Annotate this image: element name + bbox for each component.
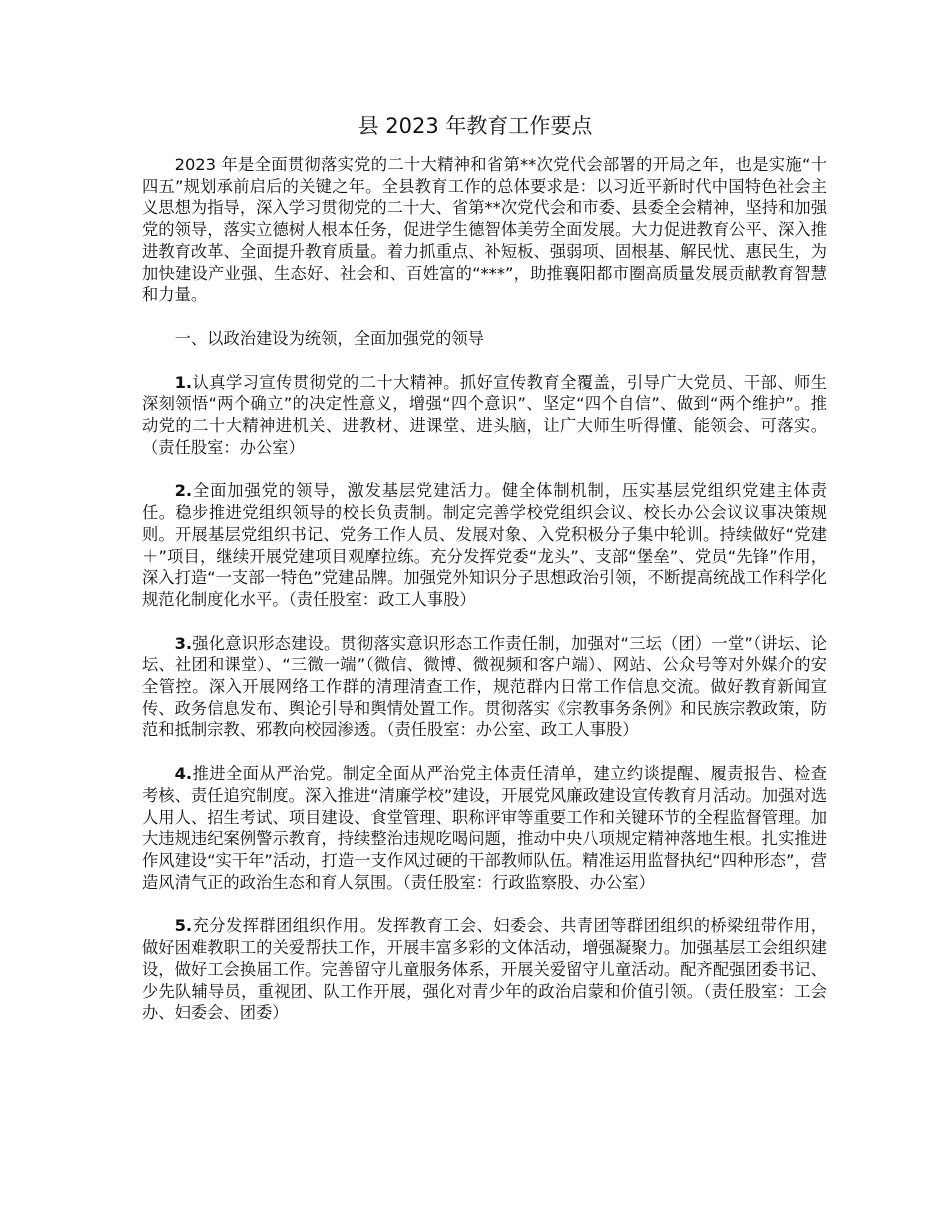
list-item <box>142 915 827 1024</box>
item-text: 充分发挥群团组织作用。发挥教育工会、妇委会、共青团等群团组织的桥梁纽带作用，做好困难教职工的关爱帮扶工作，开展丰富多彩的文体活动，增强凝聚力。加强基层工会组织建设，做好工会换届工作。完善留守儿童服务体系，开展关爱留守儿童活动。配齐配强团委书记、少先队辅导员，重视团、队工作开展，强化对青少年的政治启蒙和价值引领。（责任股室：工会办、妇委会、团委） <box>142 916 827 1023</box>
item-number: 2. <box>174 481 193 501</box>
document-body <box>142 154 827 1046</box>
item-number: 4. <box>174 764 193 784</box>
list-item <box>142 480 827 610</box>
item-text: 全面加强党的领导，激发基层党建活力。健全体制机制，压实基层党组织党建主体责任。稳步推进党组织领导的校长负责制。制定完善学校党组织会议、校长办公会议议事决策规则。开展基层党组织书记、党务工作人员、发展对象、入党积极分子集中轮训。持续做好“党建＋”项目，继续开展党建项目观摩拉练。充分发挥党委“龙头”、支部“堡垒”、党员“先锋”作用，深入打造“一支部一特色”党建品牌。加强党外知识分子思想政治引领，不断提高统战工作科学化规范化制度化水平。（责任股室：政工人事股） <box>142 481 827 609</box>
item-text: 认真学习宣传贯彻党的二十大精神。抓好宣传教育全覆盖，引导广大党员、干部、师生深刻领悟“两个确立”的决定性意义，增强“四个意识”、坚定“四个自信”、做到“两个维护”。推动党的二十大精神进机关、进教材、进课堂、进头脑，让广大师生听得懂、能领会、可落实。（责任股室：办公室） <box>142 372 827 457</box>
item-text: 推进全面从严治党。制定全面从严治党主体责任清单，建立约谈提醒、履责报告、检查考核、责任追究制度。深入推进“清廉学校”建设，开展党风廉政建设宣传教育月活动。加强对选人用人、招生考试、项目建设、食堂管理、职称评审等重要工作和关键环节的全程监督管理。加大违规违纪案例警示教育，持续整治违规吃喝问题，推动中央八项规定精神落地生根。扎实推进作风建设“实干年”活动，打造一支作风过硬的干部教师队伍。精准运用监督执纪“四种形态”，营造风清气正的政治生态和育人氛围。（责任股室：行政监察股、办公室） <box>142 764 827 892</box>
item-number: 5. <box>174 916 193 936</box>
intro-paragraph: 2023 年是全面贯彻落实党的二十大精神和省第**次党代会部署的开局之年，也是实施“十四五”规划承前启后的关键之年。全县教育工作的总体要求是：以习近平新时代中国特色社会主义思想为指导，深入学习贯彻党的二十大、省第**次党代会和市委、县委全会精神，坚持和加强党的领导，落实立德树人根本任务，促进学生德智体美劳全面发展。大力促进教育公平、深入推进教育改革、全面提升教育质量。着力抓重点、补短板、强弱项、固根基、解民忧、惠民生，为加快建设产业强、生态好、社会和、百姓富的“***”，助推襄阳都市圈高质量发展贡献教育智慧和力量。 <box>142 155 827 305</box>
item-text: 强化意识形态建设。贯彻落实意识形态工作责任制，加强对“三坛（团）一堂”（讲坛、论坛、社团和课堂）、“三微一端”（微信、微博、微视频和客户端）、网站、公众号等对外媒介的安全管控。深入开展网络工作群的清理清查工作，规范群内日常工作信息交流。做好教育新闻宣传、政务信息发布、舆论引导和舆情处置工作。贯彻落实《宗教事务条例》和民族宗教政策，防范和抵制宗教、邪教向校园渗透。（责任股室：办公室、政工人事股） <box>142 633 827 740</box>
item-number: 1. <box>174 372 193 392</box>
document-title: 县 2023 年教育工作要点 <box>357 114 593 138</box>
list-item <box>142 372 827 459</box>
list-item <box>142 633 827 742</box>
section-heading: 一、以政治建设为统领，全面加强党的领导 <box>174 328 484 348</box>
list-item <box>142 763 827 893</box>
item-number: 3. <box>174 633 193 653</box>
